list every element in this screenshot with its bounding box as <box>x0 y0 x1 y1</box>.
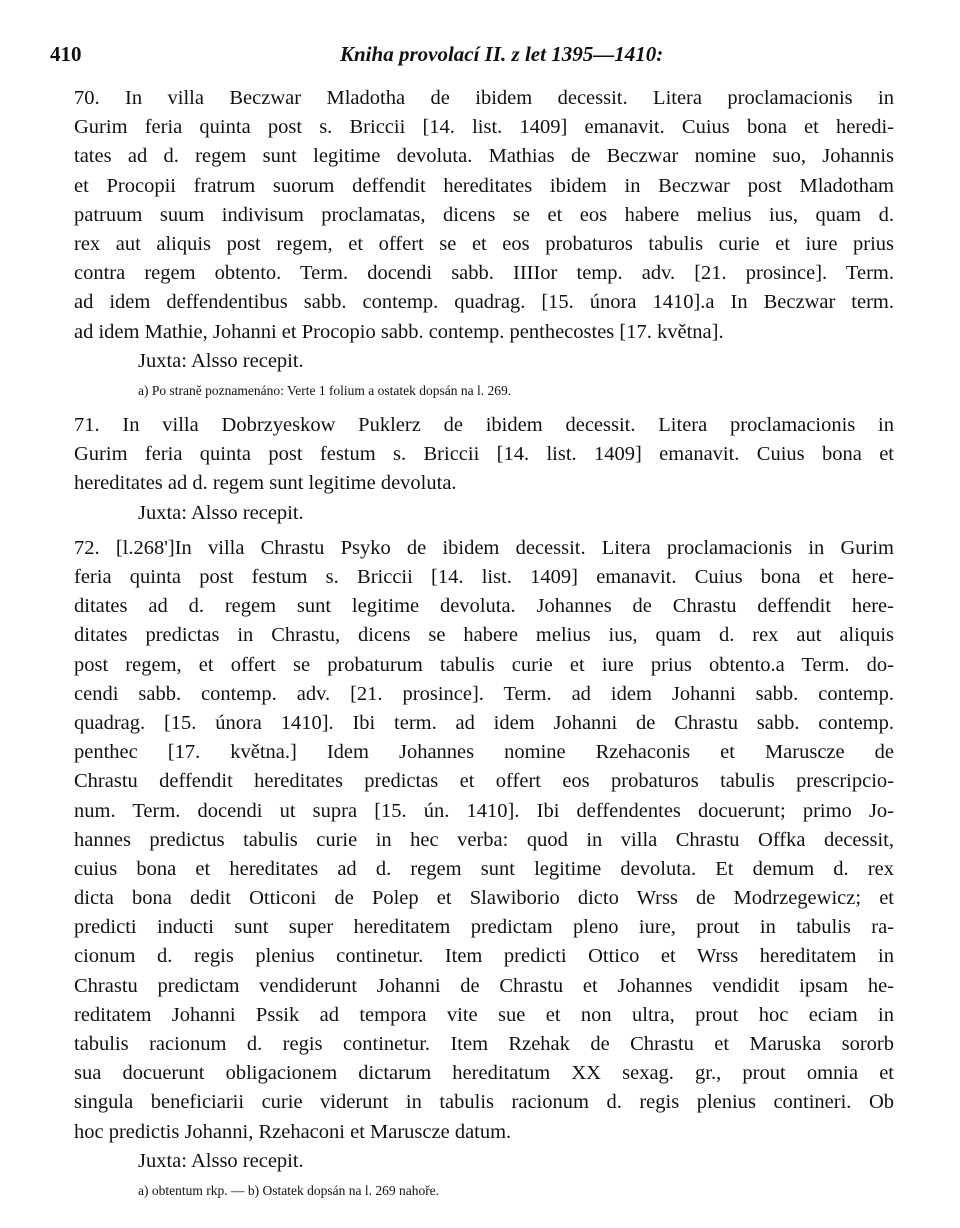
page-number: 410 <box>50 42 82 66</box>
document-body <box>74 84 894 1205</box>
text-line: rex aut aliquis post regem, et offert se et eos probaturos tabulis curie et iure prius <box>74 232 894 255</box>
text-line: hoc predictis Johanni, Rzehaconi et Maruscze datum. <box>74 1120 512 1143</box>
text-line: cionum d. regis plenius continetur. Item predicti Ottico et Wrss hereditatem in <box>74 945 894 968</box>
text-line: patruum suum indivisum proclamatas, dicens se et eos habere melius ius, quam d. <box>74 203 894 226</box>
text-line: reditatem Johanni Pssik ad tempora vite sue et non ultra, prout hoc eciam in <box>74 1003 894 1026</box>
text-line: tates ad d. regem sunt legitime devoluta. Mathias de Beczwar nomine suo, Johannis <box>74 145 894 168</box>
text-line: hereditates ad d. regem sunt legitime devoluta. <box>74 472 457 495</box>
text-line: cendi sabb. contemp. adv. [21. prosince]. Term. ad idem Johanni sabb. contemp. <box>74 682 894 705</box>
text-line: 71. In villa Dobrzyeskow Puklerz de ibidem decessit. Litera proclamacionis in <box>74 414 894 437</box>
text-line: tabulis racionum d. regis continetur. Item Rzehak de Chrastu et Maruska sororb <box>74 1033 894 1055</box>
entry-70 <box>74 84 894 405</box>
text-line: et Procopii fratrum suorum deffendit hereditates ibidem in Beczwar post Mladotham <box>74 174 894 197</box>
juxta-note: Juxta: Alsso recepit. <box>138 1149 304 1172</box>
text-line: predicti inducti sunt super hereditatem predictam pleno iure, prout in tabulis ra- <box>74 916 894 939</box>
text-line: Gurim feria quinta post s. Briccii [14. list. 1409] emanavit. Cuius bona et heredi- <box>74 116 894 139</box>
text-line: ad idem Mathie, Johanni et Procopio sabb. contemp. penthecostes [17. května]. <box>74 320 724 343</box>
footnote: a) Po straně poznamenáno: Verte 1 folium a ostatek dopsán na l. 269. <box>138 382 512 398</box>
text-line: sua docuerunt obligacionem dictarum hereditatum XX sexag. gr., prout omnia et <box>74 1062 894 1085</box>
footnote: a) obtentum rkp. — b) Ostatek dopsán na l. 269 nahoře. <box>138 1182 440 1198</box>
text-line: cuius bona et hereditates ad d. regem sunt legitime devoluta. Et demum d. rex <box>74 857 894 880</box>
entry-71 <box>74 411 894 528</box>
text-line: 72. [l.268']In villa Chrastu Psyko de ibidem decessit. Litera proclamacionis in Gurim <box>74 536 894 559</box>
text-line: Chrastu deffendit hereditates predictas et offert eos probaturos tabulis prescripcio- <box>74 770 894 793</box>
text-line: Chrastu predictam vendiderunt Johanni de Chrastu et Johannes vendidit ipsam he- <box>74 974 894 997</box>
text-line: ad idem deffendentibus sabb. contemp. quadrag. [15. února 1410].a In Beczwar term. <box>74 291 894 314</box>
text-line: feria quinta post festum s. Briccii [14. list. 1409] emanavit. Cuius bona et here- <box>74 566 894 588</box>
running-title: Kniha provolací II. z let 1395—1410: <box>340 42 664 66</box>
text-line: singula beneficiarii curie viderunt in tabulis racionum d. regis plenius contineri. Ob <box>74 1091 894 1114</box>
text-line: contra regem obtento. Term. docendi sabb. IIIIor temp. adv. [21. prosince]. Term. <box>74 262 894 285</box>
text-line: quadrag. [15. února 1410]. Ibi term. ad idem Johanni de Chrastu sabb. contemp. <box>74 711 894 734</box>
text-line: ditates predictas in Chrastu, dicens se habere melius ius, quam d. rex aut aliquis <box>74 624 894 647</box>
text-line: post regem, et offert se probaturum tabulis curie et iure prius obtento.a Term. do- <box>74 653 894 676</box>
page-header <box>50 42 910 70</box>
text-line: ditates ad d. regem sunt legitime devoluta. Johannes de Chrastu deffendit here- <box>74 595 894 618</box>
text-line: hannes predictus tabulis curie in hec verba: quod in villa Chrastu Offka decessit, <box>74 828 894 851</box>
text-line: penthec [17. května.] Idem Johannes nomine Rzehaconis et Maruscze de <box>74 741 894 764</box>
text-line: Gurim feria quinta post festum s. Briccii [14. list. 1409] emanavit. Cuius bona et <box>74 443 894 466</box>
entry-72 <box>74 534 894 1205</box>
text-line: dicta bona dedit Otticoni de Polep et Slawiborio dicto Wrss de Modrzegewicz; et <box>74 887 894 910</box>
text-line: num. Term. docendi ut supra [15. ún. 1410]. Ibi deffendentes docuerunt; primo Jo- <box>74 799 894 822</box>
juxta-note: Juxta: Alsso recepit. <box>138 349 304 372</box>
juxta-note: Juxta: Alsso recepit. <box>138 501 304 524</box>
text-line: 70. In villa Beczwar Mladotha de ibidem decessit. Litera proclamacionis in <box>74 87 894 109</box>
